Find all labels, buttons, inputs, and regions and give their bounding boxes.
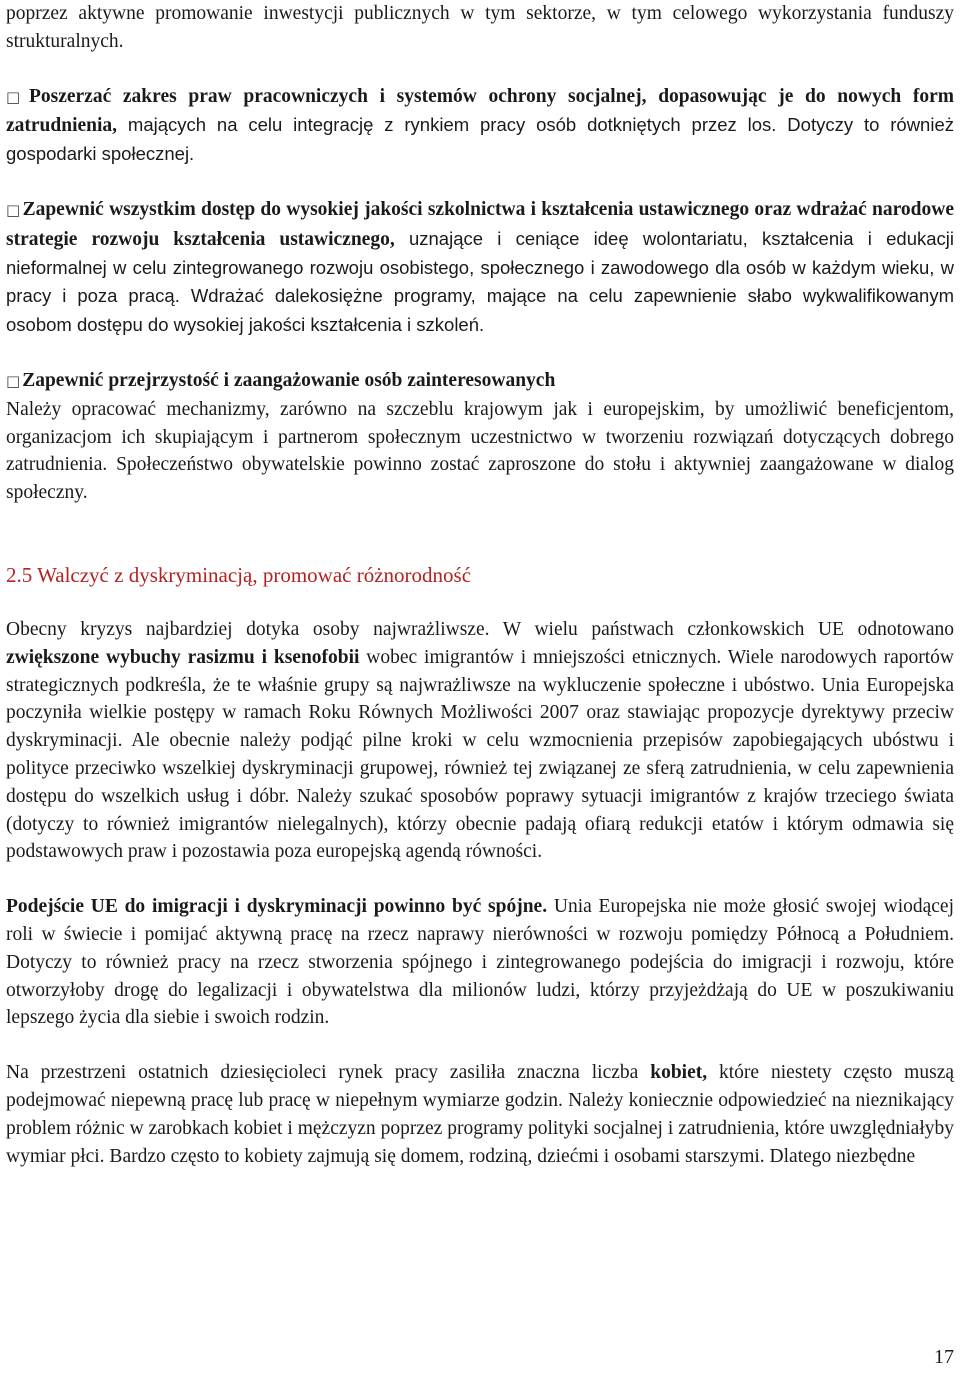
section-title: Walczyć z dyskryminacją, promować różnorodność xyxy=(32,562,472,587)
bullet-bold-text: Poszerzać zakres praw pracowniczych i systemów ochrony socjalnej, dopasowując je do nowych form zatrudnienia, xyxy=(6,85,954,137)
section-heading xyxy=(6,561,954,589)
paragraph-text: wobec imigrantów i mniejszości etnicznych. Wiele narodowych raportów strategicznych podkreśla, że te właśnie grupy są najwrażliwsze na wykluczenie społeczne i ubóstwo. Unia Europejska poczyniła wielkie postępy w ramach Roku Równych Możliwości 2007 oraz stawiając propozycje dyrektywy przeciw dyskryminacji. Ale obecnie należy podjąć pilne kroki w celu wzmocnienia przepisów zapobiegających ubóstwu i polityce przeciwko wszelkiej dyskryminacji grupowej, również tej związanej ze sferą zatrudnienia, w celu zapewnienia dostępu do wszelkich usług i dóbr. Należy szukać sposobów poprawy sytuacji imigrantów z krajów trzeciego świata (dotyczy to również imigrantów nielegalnych), którzy obecnie padają ofiarą redukcji etatów i którym odmawia się podstawowych praw i pozostawia poza europejską agendą równości. xyxy=(6,646,954,863)
document-page xyxy=(6,0,954,1170)
bullet-body-text: uznające i ceniące ideę wolontariatu, kształcenia i edukacji nieformalnej w celu zintegrowanego rozwoju osobistego, społecznego i zawodowego dla osób w każdym wieku, w pracy i poza pracą. Wdrażać dalekosiężne programy, mające na celu zapewnienie słabo wykwalifikowanym osobom dostępu do wysokiej jakości kształcenia i szkoleń. xyxy=(6,227,954,336)
paragraph-text: poprzez aktywne promowanie inwestycji publicznych w tym sektorze, w tym celowego wykorzystania funduszy strukturalnych. xyxy=(6,3,954,52)
paragraph-bold-text: zwiększone wybuchy rasizmu i ksenofobii xyxy=(6,646,360,668)
paragraph-text: Na przestrzeni ostatnich dziesięcioleci rynek pracy zasiliła znaczna liczba xyxy=(6,1062,651,1084)
bullet-paragraph-education xyxy=(6,196,954,340)
section-number: 2.5 xyxy=(6,562,33,587)
bullet-bold-text: Zapewnić przejrzystość i zaangażowanie osób zainteresowanych xyxy=(22,369,556,391)
paragraph-bold-text: kobiet, xyxy=(650,1062,708,1084)
checkbox-bullet-icon: □ xyxy=(6,87,27,106)
bullet-body-text: mających na celu integrację z rynkiem pracy osób dotkniętych przez los. Dotyczy to również gospodarki społecznej. xyxy=(6,114,954,165)
bullet-bold-text: Zapewnić wszystkim dostęp do wysokiej jakości szkolnictwa i kształcenia ustawicznego oraz wdrażać narodowe strategie rozwoju kształcenia ustawicznego, xyxy=(6,198,954,250)
bullet-body-text: Należy opracować mechanizmy, zarówno na szczeblu krajowym jak i europejskim, by umożliwić beneficjentom, organizacjom ich skupiającym i partnerom społecznym uczestnictwo w tworzeniu rozwiązań dotyczących dobrego zatrudnienia. Społeczeństwo obywatelskie powinno zostać zaproszone do stołu i aktywniej zaangażowane w dialog społeczny. xyxy=(6,398,954,504)
bullet-paragraph-transparency xyxy=(6,367,954,507)
checkbox-bullet-icon: □ xyxy=(6,200,21,219)
paragraph-text: Unia Europejska nie może głosić swojej wiodącej roli w świecie i pomijać aktywną pracę na rzecz naprawy nierówności w rozwoju pomiędzy Północą a Południem. Dotyczy to również pracy na rzecz stworzenia spójnego i zintegrowanego podejścia do imigracji i rozwoju, które otworzyłoby drogę do legalizacji i obywatelstwa dla milionów ludzi, którzy przyjeżdżają do UE w poszukiwaniu lepszego życia dla siebie i swoich rodzin. xyxy=(6,896,954,1029)
bullet-paragraph-social-protection xyxy=(6,83,954,169)
paragraph-discrimination xyxy=(6,616,954,866)
paragraph-text: Obecny kryzys najbardziej dotyka osoby najwrażliwsze. W wielu państwach członkowskich UE odnotowano xyxy=(6,618,954,640)
paragraph-text: które niestety często muszą podejmować niepewną pracę lub pracę w niepełnym wymiarze godzin. Należy koniecznie odpowiedzieć na nieznikający problem różnic w zarobkach kobiet i mężczyzn poprzez programy polityki socjalnej i zatrudnienia, które uwzględniałyby wymiar płci. Bardzo często to kobiety zajmują się domem, rodziną, dziećmi i osobami starszymi. Dlatego niezbędne xyxy=(6,1062,955,1167)
paragraph-bold-text: Podejście UE do imigracji i dyskryminacji powinno być spójne. xyxy=(6,896,548,918)
paragraph-women xyxy=(6,1059,954,1170)
paragraph-continuation xyxy=(6,0,954,56)
page-number: 17 xyxy=(934,1346,954,1368)
checkbox-bullet-icon: □ xyxy=(6,371,21,390)
paragraph-immigration xyxy=(6,893,954,1032)
